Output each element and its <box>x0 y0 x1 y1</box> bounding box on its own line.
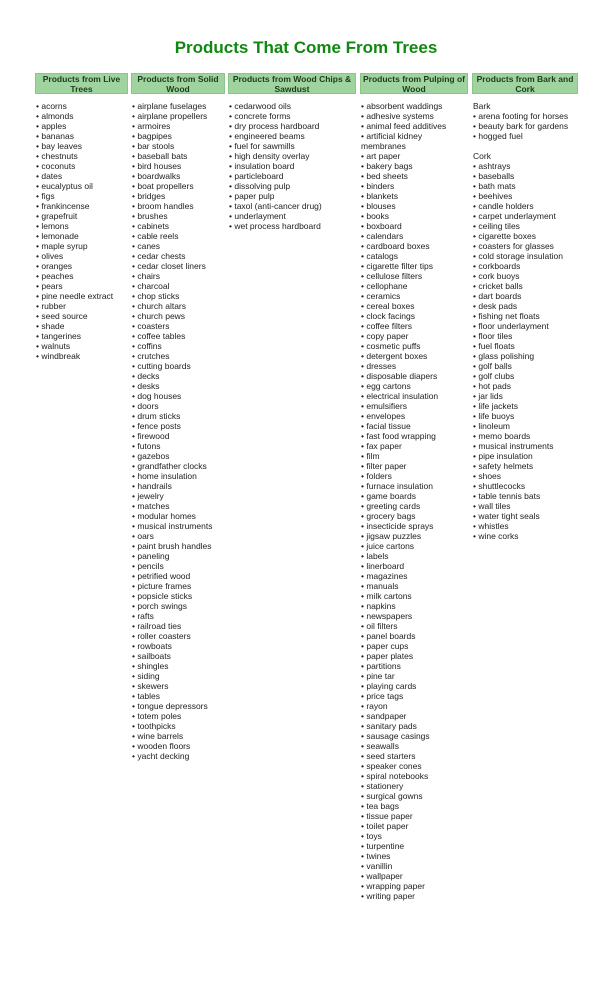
list-item: • seed starters <box>361 751 468 761</box>
list-item: • clock facings <box>361 311 468 321</box>
list-item: • cosmetic puffs <box>361 341 468 351</box>
list-item: • wine corks <box>473 531 578 541</box>
list-item: • playing cards <box>361 681 468 691</box>
list-item: • pine tar <box>361 671 468 681</box>
list-item: • yacht decking <box>132 751 225 761</box>
list-item: • dates <box>36 171 128 181</box>
list-item: • floor tiles <box>473 331 578 341</box>
list-item: • totem poles <box>132 711 225 721</box>
list-item: • musical instruments <box>132 521 225 531</box>
list-item: • hot pads <box>473 381 578 391</box>
list-item: • paper plates <box>361 651 468 661</box>
list-item: • absorbent waddings <box>361 101 468 111</box>
list-item: • table tennis bats <box>473 491 578 501</box>
list-item: • underlayment <box>229 211 356 221</box>
list-item: • cable reels <box>132 231 225 241</box>
list-item: • catalogs <box>361 251 468 261</box>
list-item: • coffee filters <box>361 321 468 331</box>
list-item: • partitions <box>361 661 468 671</box>
list-item: • rafts <box>132 611 225 621</box>
list-item: • canes <box>132 241 225 251</box>
list-pulping <box>361 101 468 901</box>
list-item: • rubber <box>36 301 128 311</box>
list-item: • milk cartons <box>361 591 468 601</box>
list-item: • apples <box>36 121 128 131</box>
list-item: • sausage casings <box>361 731 468 741</box>
list-item: • corkboards <box>473 261 578 271</box>
list-item: • baseballs <box>473 171 578 181</box>
list-item: • bar stools <box>132 141 225 151</box>
column-heading-pulping: Products from Pulping of Wood <box>360 73 468 94</box>
list-item: • labels <box>361 551 468 561</box>
list-item: • rayon <box>361 701 468 711</box>
list-item: • pipe insulation <box>473 451 578 461</box>
list-solid-wood <box>132 101 225 761</box>
list-item: • frankincense <box>36 201 128 211</box>
list-item: • arena footing for horses <box>473 111 578 121</box>
list-item: • sanitary pads <box>361 721 468 731</box>
list-item: • seed source <box>36 311 128 321</box>
list-item: • particleboard <box>229 171 356 181</box>
list-item: • airplane fuselages <box>132 101 225 111</box>
list-item: • figs <box>36 191 128 201</box>
list-item: • home insulation <box>132 471 225 481</box>
list-item: • desks <box>132 381 225 391</box>
list-item: • boat propellers <box>132 181 225 191</box>
list-item: • church pews <box>132 311 225 321</box>
column-wood-chips <box>228 73 356 231</box>
list-item: • insecticide sprays <box>361 521 468 531</box>
list-item: • popsicle sticks <box>132 591 225 601</box>
list-item: • newspapers <box>361 611 468 621</box>
list-item: • airplane propellers <box>132 111 225 121</box>
list-item: • envelopes <box>361 411 468 421</box>
list-item: • safety helmets <box>473 461 578 471</box>
list-item: • maple syrup <box>36 241 128 251</box>
list-item: • cabinets <box>132 221 225 231</box>
list-item: • dog houses <box>132 391 225 401</box>
list-item: • manuals <box>361 581 468 591</box>
list-item: • engineered beams <box>229 131 356 141</box>
list-item: • bird houses <box>132 161 225 171</box>
column-heading-bark-cork: Products from Bark and Cork <box>472 73 578 94</box>
list-item: • linerboard <box>361 561 468 571</box>
list-item: • sandpaper <box>361 711 468 721</box>
list-item: • golf balls <box>473 361 578 371</box>
list-item: • rowboats <box>132 641 225 651</box>
list-item: • grapefruit <box>36 211 128 221</box>
list-item: • cedar closet liners <box>132 261 225 271</box>
list-item: • shuttlecocks <box>473 481 578 491</box>
list-item: • animal feed additives <box>361 121 468 131</box>
list-item: • calendars <box>361 231 468 241</box>
list-item: • glass polishing <box>473 351 578 361</box>
column-heading-wood-chips: Products from Wood Chips & Sawdust <box>228 73 356 94</box>
list-item: • tangerines <box>36 331 128 341</box>
list-item: • fuel for sawmills <box>229 141 356 151</box>
list-item: • wall tiles <box>473 501 578 511</box>
list-item: • bakery bags <box>361 161 468 171</box>
list-item: • folders <box>361 471 468 481</box>
list-item: • taxol (anti-cancer drug) <box>229 201 356 211</box>
list-item: • blouses <box>361 201 468 211</box>
list-item: • eucalyptus oil <box>36 181 128 191</box>
list-item: • paneling <box>132 551 225 561</box>
list-item: • almonds <box>36 111 128 121</box>
list-item: • concrete forms <box>229 111 356 121</box>
list-item: • linoleum <box>473 421 578 431</box>
list-item: • boxboard <box>361 221 468 231</box>
list-item: • copy paper <box>361 331 468 341</box>
list-item: • sailboats <box>132 651 225 661</box>
list-item: • pine needle extract <box>36 291 128 301</box>
list-item: • porch swings <box>132 601 225 611</box>
list-item: • wet process hardboard <box>229 221 356 231</box>
list-item: • fax paper <box>361 441 468 451</box>
list-item: • futons <box>132 441 225 451</box>
list-item: • toilet paper <box>361 821 468 831</box>
list-item: • shade <box>36 321 128 331</box>
list-item: • furnace insulation <box>361 481 468 491</box>
list-item: • insulation board <box>229 161 356 171</box>
list-item: • chestnuts <box>36 151 128 161</box>
column-bark-cork <box>472 73 578 541</box>
list-item: • cedarwood oils <box>229 101 356 111</box>
list-item: • high density overlay <box>229 151 356 161</box>
list-item: • grocery bags <box>361 511 468 521</box>
list-item: • siding <box>132 671 225 681</box>
list-item: • bridges <box>132 191 225 201</box>
list-item: • dart boards <box>473 291 578 301</box>
list-item: • oars <box>132 531 225 541</box>
list-item: • desk pads <box>473 301 578 311</box>
list-item: • shoes <box>473 471 578 481</box>
list-item: • cold storage insulation <box>473 251 578 261</box>
list-item: • chairs <box>132 271 225 281</box>
list-item: • golf clubs <box>473 371 578 381</box>
list-item: • wooden floors <box>132 741 225 751</box>
list-bark <box>473 111 578 141</box>
list-item: • dresses <box>361 361 468 371</box>
list-item: • seawalls <box>361 741 468 751</box>
list-item: • olives <box>36 251 128 261</box>
list-item: • cardboard boxes <box>361 241 468 251</box>
list-item: • crutches <box>132 351 225 361</box>
list-item: • wine barrels <box>132 731 225 741</box>
list-item: • ceiling tiles <box>473 221 578 231</box>
list-item: • ceramics <box>361 291 468 301</box>
list-item: • ashtrays <box>473 161 578 171</box>
list-item: • boardwalks <box>132 171 225 181</box>
list-item: • game boards <box>361 491 468 501</box>
list-item: • bath mats <box>473 181 578 191</box>
list-item: • tables <box>132 691 225 701</box>
list-item: • cellulose filters <box>361 271 468 281</box>
list-item: • napkins <box>361 601 468 611</box>
list-item: • bed sheets <box>361 171 468 181</box>
list-item: • filter paper <box>361 461 468 471</box>
list-item: • baseball bats <box>132 151 225 161</box>
list-item: • coasters <box>132 321 225 331</box>
list-item: • shingles <box>132 661 225 671</box>
list-item: • church altars <box>132 301 225 311</box>
list-item: • wrapping paper <box>361 881 468 891</box>
list-item: • fence posts <box>132 421 225 431</box>
list-item: • picture frames <box>132 581 225 591</box>
list-item: • cork buoys <box>473 271 578 281</box>
list-item: • floor underlayment <box>473 321 578 331</box>
list-item: • toothpicks <box>132 721 225 731</box>
list-item: • jar lids <box>473 391 578 401</box>
list-item: • handrails <box>132 481 225 491</box>
list-item: • magazines <box>361 571 468 581</box>
list-item: • price tags <box>361 691 468 701</box>
list-item: • chop sticks <box>132 291 225 301</box>
list-item: • turpentine <box>361 841 468 851</box>
list-item: • peaches <box>36 271 128 281</box>
list-item: • cedar chests <box>132 251 225 261</box>
list-item: • egg cartons <box>361 381 468 391</box>
list-item: • memo boards <box>473 431 578 441</box>
list-item: • petrified wood <box>132 571 225 581</box>
list-item: • surgical gowns <box>361 791 468 801</box>
list-item: • electrical insulation <box>361 391 468 401</box>
list-item: • jigsaw puzzles <box>361 531 468 541</box>
list-item: • musical instruments <box>473 441 578 451</box>
list-item: • drum sticks <box>132 411 225 421</box>
list-item: • paper pulp <box>229 191 356 201</box>
list-item: • panel boards <box>361 631 468 641</box>
list-item: • paper cups <box>361 641 468 651</box>
list-live-trees <box>36 101 128 361</box>
list-item: • skewers <box>132 681 225 691</box>
list-item: • film <box>361 451 468 461</box>
list-item: • carpet underlayment <box>473 211 578 221</box>
list-item: • writing paper <box>361 891 468 901</box>
list-item: • walnuts <box>36 341 128 351</box>
list-item: • greeting cards <box>361 501 468 511</box>
list-item: • vanillin <box>361 861 468 871</box>
list-item: • twines <box>361 851 468 861</box>
list-item: • whistles <box>473 521 578 531</box>
list-item: • roller coasters <box>132 631 225 641</box>
list-item: • tissue paper <box>361 811 468 821</box>
column-heading-solid-wood: Products from Solid Wood <box>131 73 225 94</box>
list-item: • dry process hardboard <box>229 121 356 131</box>
page-title: Products That Come From Trees <box>174 38 438 57</box>
list-item: • grandfather clocks <box>132 461 225 471</box>
list-item: • life buoys <box>473 411 578 421</box>
list-item: • artificial kidney membranes <box>361 131 468 151</box>
list-item: • armoires <box>132 121 225 131</box>
list-item: • water tight seals <box>473 511 578 521</box>
list-item: • oil filters <box>361 621 468 631</box>
list-item: • bay leaves <box>36 141 128 151</box>
list-item: • cricket balls <box>473 281 578 291</box>
list-item: • doors <box>132 401 225 411</box>
list-item: • cigarette filter tips <box>361 261 468 271</box>
list-item: • emulsifiers <box>361 401 468 411</box>
list-item: • lemons <box>36 221 128 231</box>
list-item: • fast food wrapping <box>361 431 468 441</box>
list-item: • pears <box>36 281 128 291</box>
list-item: • wallpaper <box>361 871 468 881</box>
list-item: • beehives <box>473 191 578 201</box>
list-item: • paint brush handles <box>132 541 225 551</box>
list-item: • brushes <box>132 211 225 221</box>
list-item: • candle holders <box>473 201 578 211</box>
list-item: • spiral notebooks <box>361 771 468 781</box>
list-item: • cellophane <box>361 281 468 291</box>
list-item: • tea bags <box>361 801 468 811</box>
column-heading-live-trees: Products from Live Trees <box>35 73 128 94</box>
list-item: • speaker cones <box>361 761 468 771</box>
cork-subheading: Cork <box>473 151 491 161</box>
list-item: • books <box>361 211 468 221</box>
list-cork <box>473 161 578 541</box>
list-item: • fishing net floats <box>473 311 578 321</box>
list-item: • pencils <box>132 561 225 571</box>
list-item: • cereal boxes <box>361 301 468 311</box>
list-item: • lemonade <box>36 231 128 241</box>
list-item: • cutting boards <box>132 361 225 371</box>
column-pulping <box>360 73 468 901</box>
list-item: • coconuts <box>36 161 128 171</box>
list-item: • gazebos <box>132 451 225 461</box>
list-item: • detergent boxes <box>361 351 468 361</box>
list-item: • bananas <box>36 131 128 141</box>
list-item: • charcoal <box>132 281 225 291</box>
list-item: • coffins <box>132 341 225 351</box>
list-item: • broom handles <box>132 201 225 211</box>
list-item: • coffee tables <box>132 331 225 341</box>
list-item: • decks <box>132 371 225 381</box>
list-item: • jewelry <box>132 491 225 501</box>
list-item: • matches <box>132 501 225 511</box>
list-item: • coasters for glasses <box>473 241 578 251</box>
list-item: • acorns <box>36 101 128 111</box>
list-item: • toys <box>361 831 468 841</box>
list-item: • bagpipes <box>132 131 225 141</box>
list-item: • fuel floats <box>473 341 578 351</box>
list-item: • juice cartons <box>361 541 468 551</box>
list-item: • art paper <box>361 151 468 161</box>
list-item: • binders <box>361 181 468 191</box>
list-item: • cigarette boxes <box>473 231 578 241</box>
list-item: • firewood <box>132 431 225 441</box>
list-wood-chips <box>229 101 356 231</box>
bark-subheading: Bark <box>473 101 491 111</box>
list-item: • adhesive systems <box>361 111 468 121</box>
list-item: • oranges <box>36 261 128 271</box>
list-item: • facial tissue <box>361 421 468 431</box>
list-item: • tongue depressors <box>132 701 225 711</box>
list-item: • stationery <box>361 781 468 791</box>
list-item: • modular homes <box>132 511 225 521</box>
list-item: • hogged fuel <box>473 131 578 141</box>
column-solid-wood <box>131 73 225 761</box>
list-item: • life jackets <box>473 401 578 411</box>
list-item: • blankets <box>361 191 468 201</box>
list-item: • beauty bark for gardens <box>473 121 578 131</box>
list-item: • windbreak <box>36 351 128 361</box>
column-live-trees <box>35 73 128 361</box>
list-item: • dissolving pulp <box>229 181 356 191</box>
list-item: • railroad ties <box>132 621 225 631</box>
list-item: • disposable diapers <box>361 371 468 381</box>
